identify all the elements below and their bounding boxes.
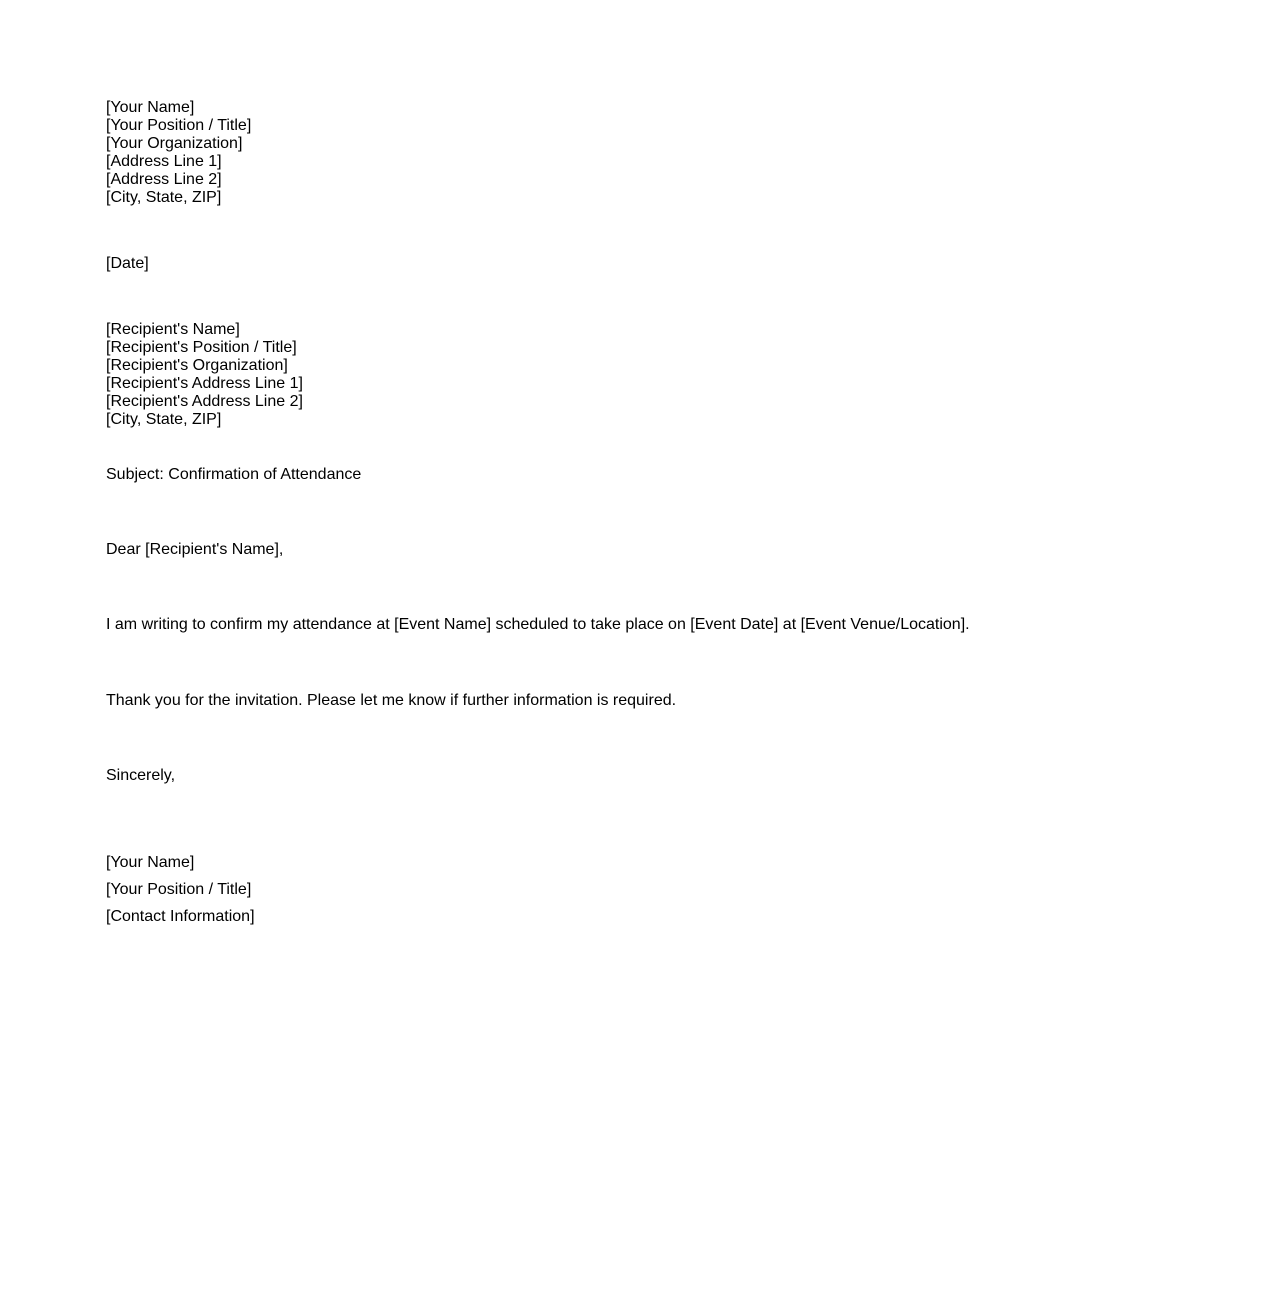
sender-city-state-zip: [City, State, ZIP] xyxy=(106,189,222,206)
salutation: Dear [Recipient's Name], xyxy=(106,541,284,558)
body-paragraph-2: Thank you for the invitation. Please let me know if further information is required. xyxy=(106,692,677,709)
recipient-name: [Recipient's Name] xyxy=(106,321,240,338)
letter-date: [Date] xyxy=(106,255,149,272)
signature-block xyxy=(106,849,1206,930)
sender-organization: [Your Organization] xyxy=(106,135,243,152)
signature-contact-info: [Contact Information] xyxy=(106,908,255,925)
signature-position: [Your Position / Title] xyxy=(106,881,252,898)
recipient-address-block xyxy=(106,321,1206,429)
recipient-address-line-2: [Recipient's Address Line 2] xyxy=(106,393,303,410)
body-paragraph-1: I am writing to confirm my attendance at [Event Name] scheduled to take place on [Event Date] at [Event Venue/Location]. xyxy=(106,616,970,633)
letter-document xyxy=(106,99,1206,930)
sender-address-line-1: [Address Line 1] xyxy=(106,153,222,170)
recipient-address-line-1: [Recipient's Address Line 1] xyxy=(106,375,303,392)
sender-address-line-2: [Address Line 2] xyxy=(106,171,222,188)
sender-position: [Your Position / Title] xyxy=(106,117,252,134)
sender-address-block xyxy=(106,99,1206,207)
recipient-position: [Recipient's Position / Title] xyxy=(106,339,297,356)
subject-line: Subject: Confirmation of Attendance xyxy=(106,466,362,483)
recipient-city-state-zip: [City, State, ZIP] xyxy=(106,411,222,428)
recipient-organization: [Recipient's Organization] xyxy=(106,357,288,374)
signature-name: [Your Name] xyxy=(106,854,195,871)
sender-name: [Your Name] xyxy=(106,99,195,116)
closing: Sincerely, xyxy=(106,767,176,784)
